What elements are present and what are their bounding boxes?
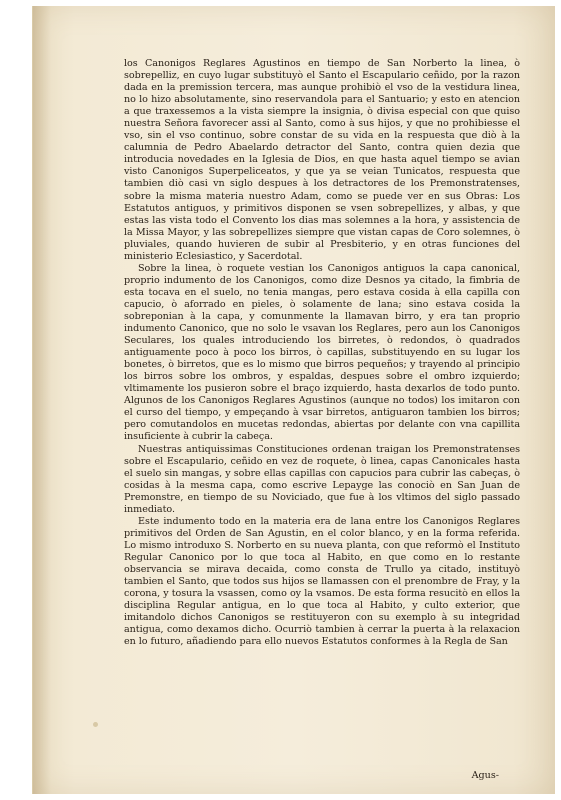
paragraph-4: Este indumento todo en la materia era de lana entre los Canonigos Reglares primitivos del Orden de San Agustin, en el color blanco, y en la forma referida. Lo mismo introduxo S. Norberto en su nueva planta, con que reformò el Instituto Regular Canonico por lo que toca al Habito, en que como en lo restante observancia se mirava decaida, como consta de Trullo ya citado, instituyò tambien el Santo, que todos sus hijos se llamassen con el prenombre de Fray, y la corona, y tosura la vsassen, como oy la vsamos. De esta forma resucitò en ellos la disciplina Regular antigua, en lo que toca al Habito, y culto exterior, que imitandolo dichos Canonigos se restituyeron con su exemplo à su integridad antigua, como dexamos dicho. Ocurriò tambien à cerrar la puerta à la relaxacion en lo futuro, añadiendo para ello nuevos Estatutos conformes à la Regla de San [124, 515, 520, 648]
paragraph-2: Sobre la linea, ò roquete vestian los Canonigos antiguos la capa canonical, proprio indumento de los Canonigos, como dize Desnos ya citado, la fimbria de esta tocava en el suelo, no tenia mangas, pero estava cosida à ella capilla con capucio, ò aforrado en pieles, ò solamente de lana; sino estava cosida la sobreponian à la capa, y comunmente la llamavan birro, y era tan proprio indumento Canonico, que no solo le vsavan los Reglares, pero aun los Canonigos Seculares, los quales introduciendo los birretes, ò redondos, ò quadrados antiguamente poco à poco los birros, ò capillas, substituyendo en su lugar los bonetes, ò birretos, que es lo mismo que birros pequeños; y trayendo al principio los birros sobre los ombros, y espaldas, despues sobre el ombro izquierdo; vltimamente los pusieron sobre el braço izquierdo, hasta dexarlos de todo punto. Algunos de los Canonigos Reglares Agustinos (aunque no todos) los imitaron con el curso del tiempo, y empeçando à vsar birretos, antiguaron tambien los birros; pero comutandolos en mucetas redondas, abiertas por delante con vna capillita insuficiente à cubrir la cabeça. [124, 262, 520, 443]
paragraph-1: los Canonigos Reglares Agustinos en tiempo de San Norberto la linea, ò sobrepelliz, en cuyo lugar substituyò el Santo el Escapulario ceñido, por la razon dada en la premission tercera, mas aunque prohibiò el vso de la vestidura linea, no lo hizo absolutamente, sino reservandola para el Santuario; y esto en atencion a que traxessemos a la vista siempre la insignia, ò divisa especial con que quiso nuestra Señora favorecer assi al Santo, como à sus hijos, y que no prohibiesse el vso, sin el vso continuo, sobre constar de su vida en la respuesta que diò à la calumnia de Pedro Abaelardo detractor del Santo, contra quien dezia que introducia novedades en la Iglesia de Dios, en que hasta aquel tiempo se avian visto Canonigos Superpeliceatos, y que ya se veian Tunicatos, respuesta que tambien diò casi vn siglo despues à los detractores de los Premonstratenses, sobre la misma materia nuestro Adam, como se puede ver en sus Obras: Los Estatutos antiguos, y primitivos disponen se vsen sobrepellizes, y albas, y que estas las vista todo el Convento los dias mas solemnes a la hora, y assistencia de la Missa Mayor, y las sobrepellizes siempre que vistan capas de Coro solemnes, ò pluviales, quando huvieren de subir al Presbiterio, y en otras funciones del ministerio Eclesiastico, y Sacerdotal. [124, 58, 520, 262]
catchword: Agus- [471, 770, 499, 781]
paragraph-3: Nuestras antiquissimas Constituciones ordenan traigan los Premonstratenses sobre el Escapulario, ceñido en vez de roquete, ò linea, capas Canonicales hasta el suelo sin mangas, y sobre ellas capillas con capucios para cubrir las cabeças, ò cosidas à la mesma capa, como escrive Lepayge las conociò en San Juan de Premonstre, en tiempo de su Noviciado, que fue à los vltimos del siglo passado inmediato. [124, 443, 520, 515]
paper-blemish [93, 722, 98, 727]
document-body [124, 58, 520, 648]
background-strip [0, 0, 32, 800]
